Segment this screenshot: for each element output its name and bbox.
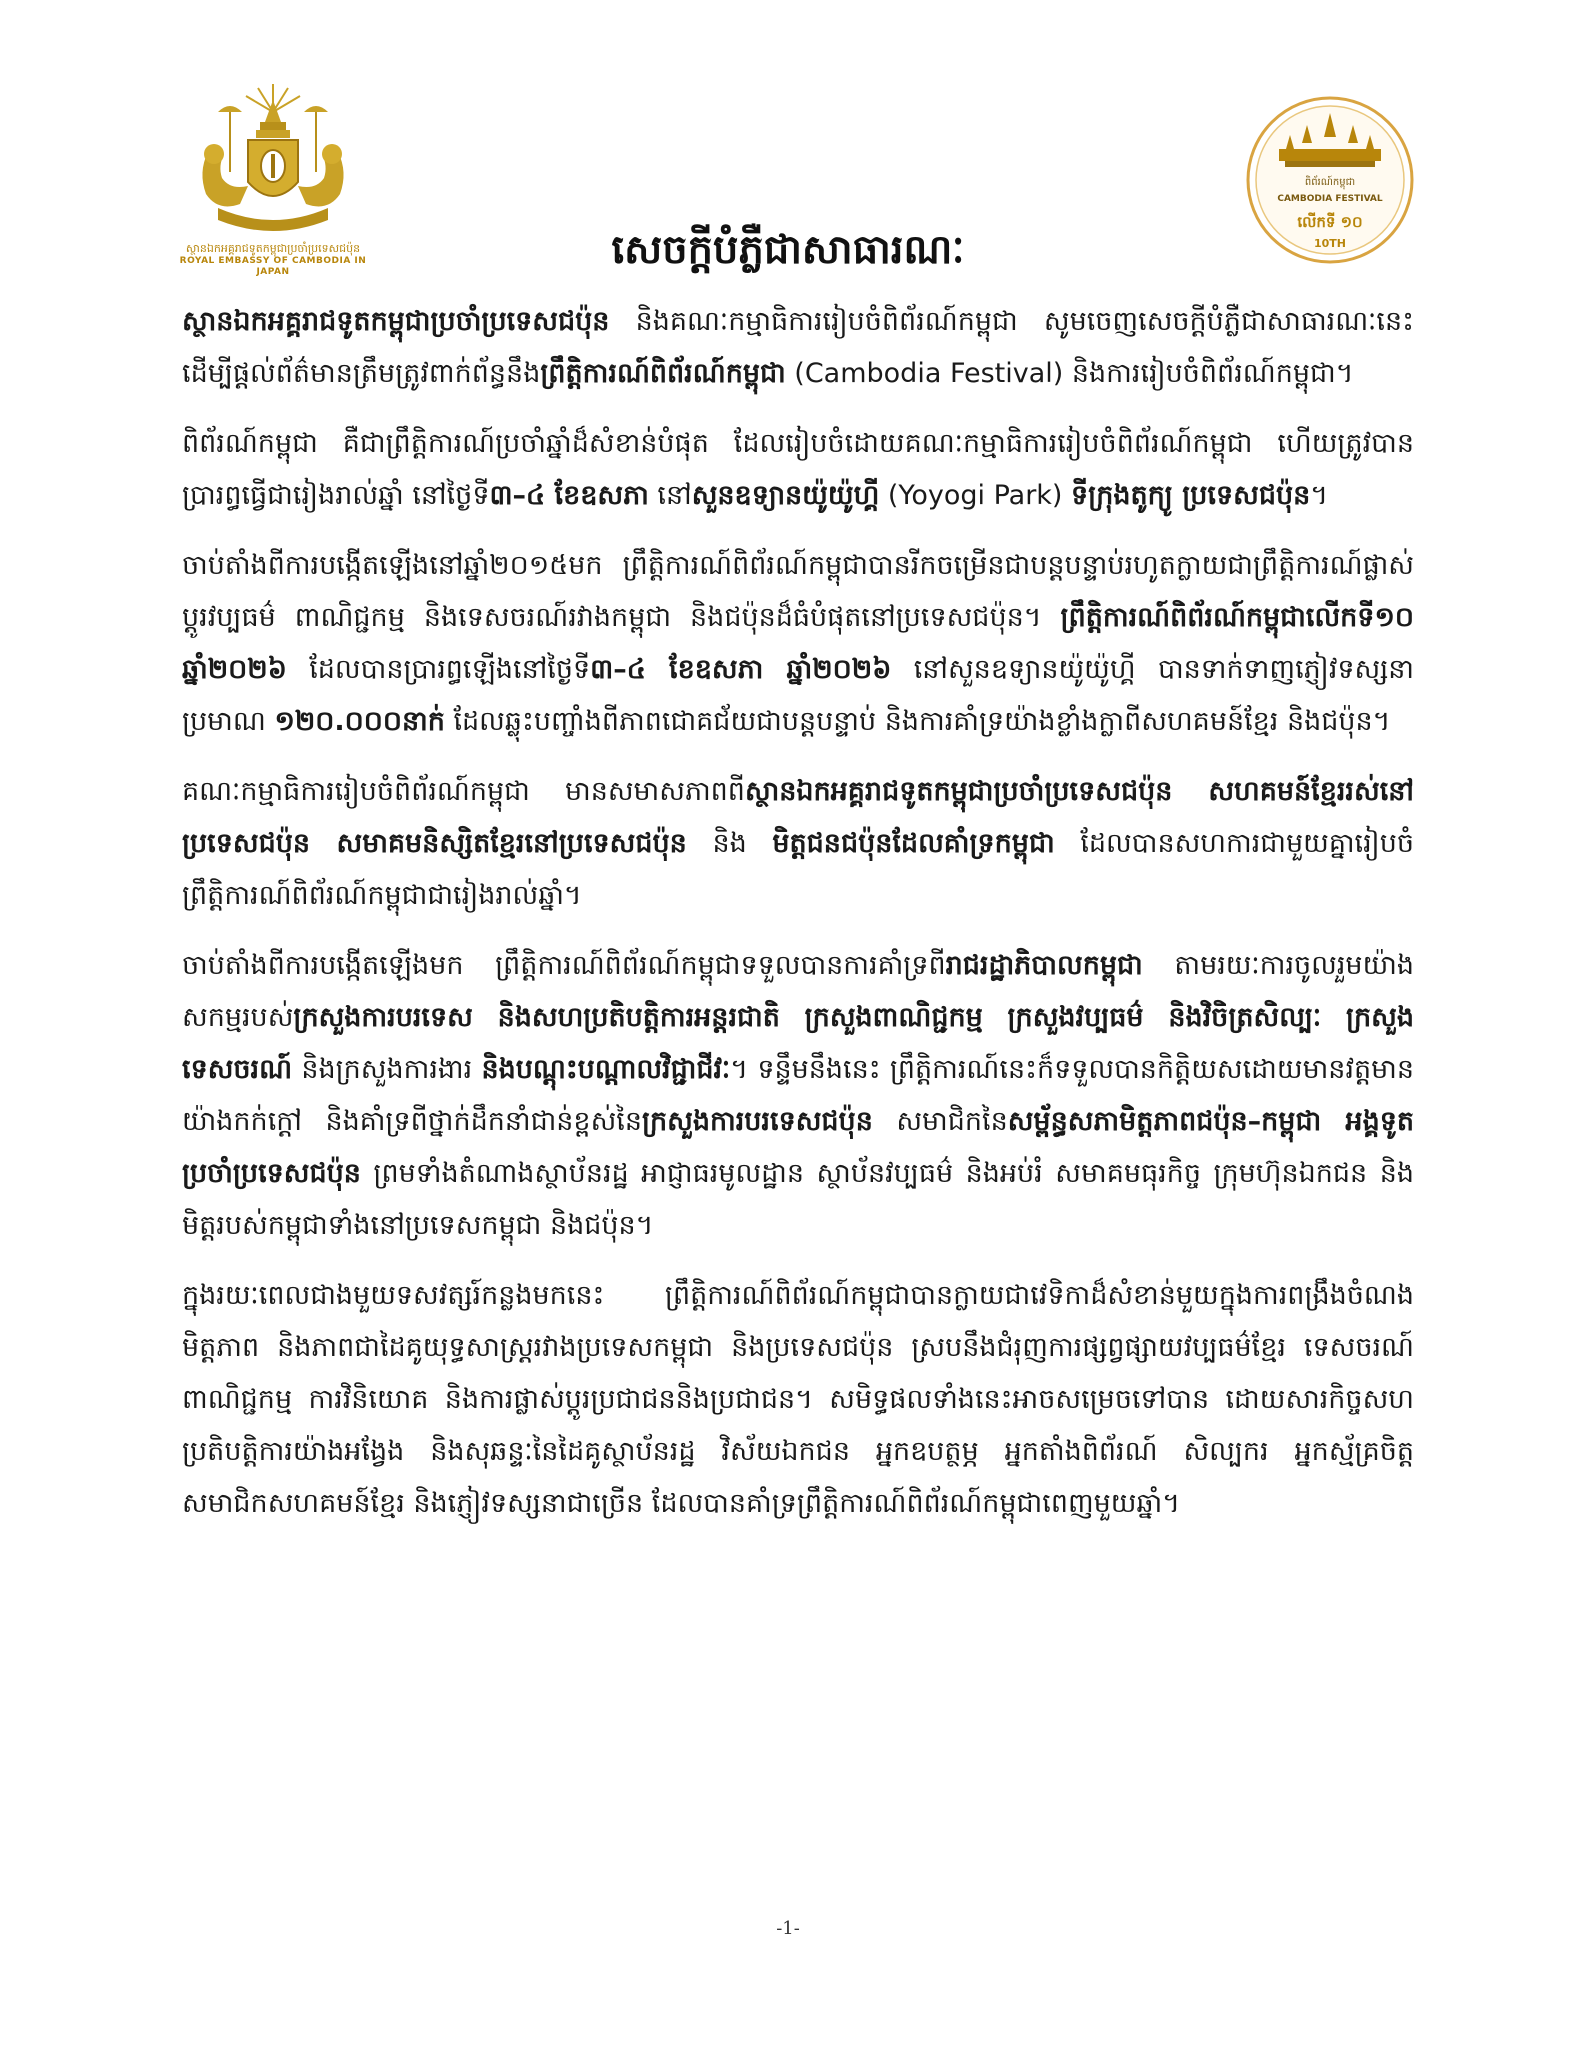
paragraph-1: [182, 296, 1414, 400]
page-number: -1-: [776, 1918, 800, 1939]
document-body: [182, 296, 1414, 1548]
seal-edition-text: លើកទី ១០: [1297, 213, 1363, 231]
festival-2026-dates: ៣–៤ ខែឧសភា ឆ្នាំ២០២៦: [590, 654, 892, 685]
japanese-friends: មិត្តជនជប៉ុនដែលគាំទ្រកម្ពុជា: [772, 828, 1055, 859]
paragraph-text: ពិព័រណ៍កម្ពុជា គឺជាព្រឹត្តិការណ៍ប្រចាំឆ្នាំដ៏សំខាន់បំផុត ដែលរៀបចំដោយគណៈកម្មាធិការរៀបចំពិព័រណ៍កម្ពុជា ហើយត្រូវបានប្រារព្ធធ្វើជារៀងរាល់ឆ្នាំ នៅថ្ងៃទី: [182, 428, 1414, 511]
emblem-caption-english: ROYAL EMBASSY OF CAMBODIA IN JAPAN: [179, 255, 367, 277]
paragraph-text: ក្នុងរយៈពេលជាងមួយទសវត្សរ៍កន្លងមកនេះ ព្រឹត្តិការណ៍ពិព័រណ៍កម្ពុជាបានក្លាយជាវេទិកាដ៏សំខាន់មួយក្នុងការពង្រឹងចំណងមិត្តភាព និងភាពជាដៃគូយុទ្ធសាស្ត្ររវាងប្រទេសកម្ពុជា និងប្រទេសជប៉ុន ស្របនឹងជំរុញការផ្សព្វផ្សាយវប្បធម៌ខ្មែរ ទេសចរណ៍ ពាណិជ្ជកម្ម ការវិនិយោគ និងការផ្លាស់ប្ដូរប្រជាជននិងប្រជាជន។ សមិទ្ធផលទាំងនេះអាចសម្រេចទៅបាន ដោយសារកិច្ចសហប្រតិបត្តិការយ៉ាងអង្វែង និងសុឆន្ទៈនៃដៃគូស្ថាប័នរដ្ឋ វិស័យឯកជន អ្នកឧបត្ថម្ភ អ្នកតាំងពិព័រណ៍ សិល្បករ អ្នកស្ម័គ្រចិត្ត សមាជិកសហគមន៍ខ្មែរ និងភ្ញៀវទស្សនាជាច្រើន ដែលបានគាំទ្រព្រឹត្តិការណ៍ពិព័រណ៍កម្ពុជាពេញមួយឆ្នាំ។: [182, 1280, 1414, 1519]
committee-members: ស្ថានឯកអគ្គរាជទូតកម្ពុជាប្រចាំប្រទេសជប៉ុន សហគមន៍ខ្មែររស់នៅប្រទេសជប៉ុន សមាគមនិស្សិតខ្មែរនៅប្រទេសជប៉ុន: [182, 776, 1414, 859]
paragraph-text: នៅ: [648, 480, 692, 511]
document-title: សេចក្ដីបំភ្លឺជាសាធារណៈ: [611, 227, 965, 273]
seal-years-text: 10TH: [1313, 237, 1347, 250]
royal-emblem-icon: [178, 82, 368, 242]
paragraph-2: [182, 418, 1414, 522]
paragraph-text: ។: [1310, 480, 1329, 511]
embassy-name: ស្ថានឯកអគ្គរាជទូតកម្ពុជាប្រចាំប្រទេសជប៉ុន: [182, 306, 610, 337]
paragraph-text: ដែលបានប្រារព្ធឡើងនៅថ្ងៃទី: [286, 654, 591, 685]
ministries-list: ក្រសួងការបរទេស និងសហប្រតិបត្តិការអន្តរជាតិ ក្រសួងពាណិជ្ជកម្ម ក្រសួងវប្បធម៌ និងវិចិត្រសិល្បៈ ក្រសួងទេសចរណ៍: [182, 1002, 1414, 1085]
paragraph-text: គណៈកម្មាធិការរៀបចំពិព័រណ៍កម្ពុជា មានសមាសភាពពី: [182, 776, 745, 807]
visitor-count: ១២០.០០០នាក់: [274, 706, 445, 737]
paragraph-text: ដែលបានសហការជាមួយគ្នារៀបចំព្រឹត្តិការណ៍ពិព័រណ៍កម្ពុជាជារៀងរាល់ឆ្នាំ។: [182, 828, 1414, 911]
venue-city: ទីក្រុងតូក្យូ ប្រទេសជប៉ុន: [1071, 480, 1311, 511]
emblem-caption-khmer: ស្ថានឯកអគ្គរាជទូតកម្ពុជាប្រចាំប្រទេសជប៉ុន: [185, 242, 361, 255]
festival-name: ព្រឹត្តិការណ៍ពិព័រណ៍កម្ពុជា: [540, 358, 786, 389]
paragraph-text: តាមរយៈការចូលរួមយ៉ាងសកម្មរបស់: [182, 950, 1414, 1033]
parliamentary-league: សម្ព័ន្ធសភាមិត្តភាពជប៉ុន–កម្ពុជា អង្គទូតប្រចាំប្រទេសជប៉ុន: [182, 1106, 1414, 1189]
paragraph-3: [182, 540, 1414, 748]
japan-mofa: ក្រសួងការបរទេសជប៉ុន: [641, 1106, 873, 1137]
paragraph-text: និងគណៈកម្មាធិការរៀបចំពិព័រណ៍កម្ពុជា សូមចេញសេចក្ដីបំភ្លឺជាសាធារណៈនេះ ដើម្បីផ្ដល់ព័ត៌មានត្រឹមត្រូវពាក់ព័ន្ធនឹង: [182, 306, 1414, 389]
paragraph-5: [182, 940, 1414, 1252]
royal-government: រាជរដ្ឋាភិបាលកម្ពុជា: [945, 950, 1143, 981]
seal-english-text: CAMBODIA FESTIVAL: [1277, 194, 1383, 204]
paragraph-text: សមាជិកនៃ: [872, 1106, 1008, 1137]
paragraph-text: និងក្រសួងការងារ: [292, 1054, 482, 1085]
paragraph-text: ព្រមទាំងតំណាងស្ថាប័នរដ្ឋ អាជ្ញាធរមូលដ្ឋាន ស្ថាប័នវប្បធម៌ និងអប់រំ សមាគមធុរកិច្ច ក្រុមហ៊ុនឯកជន និងមិត្តរបស់កម្ពុជាទាំងនៅប្រទេសកម្ពុជា និងជប៉ុន។: [182, 1158, 1414, 1241]
paragraph-text: (Yoyogi Park): [879, 480, 1072, 511]
paragraph-text: (Cambodia Festival) និងការរៀបចំពិព័រណ៍កម្ពុជា។: [785, 358, 1354, 389]
venue-name: សួនឧទ្យានយ៉ូយ៉ូហ្គី: [691, 480, 880, 511]
paragraph-text: ចាប់តាំងពីការបង្កើតឡើងមក ព្រឹត្តិការណ៍ពិព័រណ៍កម្ពុជាទទួលបានការគាំទ្រពី: [182, 950, 946, 981]
festival-dates: ៣–៤ ខែឧសភា: [489, 480, 649, 511]
paragraph-text: នៅសួនឧទ្យានយ៉ូយ៉ូហ្គី បានទាក់ទាញភ្ញៀវទស្សនាប្រមាណ: [182, 654, 1414, 737]
paragraph-text: ។ ទន្ទឹមនឹងនេះ ព្រឹត្តិការណ៍នេះក៏ទទួលបានកិត្តិយសដោយមានវត្តមានយ៉ាងកក់ក្ដៅ និងគាំទ្រពីថ្នាក់ដឹកនាំជាន់ខ្ពស់នៃ: [182, 1054, 1414, 1137]
seal-khmer-text: ពិព័រណ៍កម្ពុជា: [1304, 177, 1356, 188]
paragraph-4: [182, 766, 1414, 922]
vocational-training: និងបណ្ដុះបណ្ដាលវិជ្ជាជីវៈ: [481, 1054, 731, 1085]
festival-edition: ព្រឹត្តិការណ៍ពិព័រណ៍កម្ពុជាលើកទី១០ ឆ្នាំ២០២៦: [182, 602, 1414, 685]
paragraph-6: [182, 1270, 1414, 1530]
paragraph-text: ចាប់តាំងពីការបង្កើតឡើងនៅឆ្នាំ២០១៥មក ព្រឹត្តិការណ៍ពិព័រណ៍កម្ពុជាបានរីកចម្រើនជាបន្តបន្ទាប់រហូតក្លាយជាព្រឹត្តិការណ៍ផ្លាស់ប្ដូរវប្បធម៌ ពាណិជ្ជកម្ម និងទេសចរណ៍រវាងកម្ពុជា និងជប៉ុនដ៏ធំបំផុតនៅប្រទេសជប៉ុន។: [182, 550, 1414, 633]
paragraph-text: ដែលឆ្លុះបញ្ចាំងពីភាពជោគជ័យជាបន្តបន្ទាប់ និងការគាំទ្រយ៉ាងខ្លាំងក្លាពីសហគមន៍ខ្មែរ និងជប៉ុន។: [444, 706, 1391, 737]
paragraph-text: និង: [686, 828, 773, 859]
